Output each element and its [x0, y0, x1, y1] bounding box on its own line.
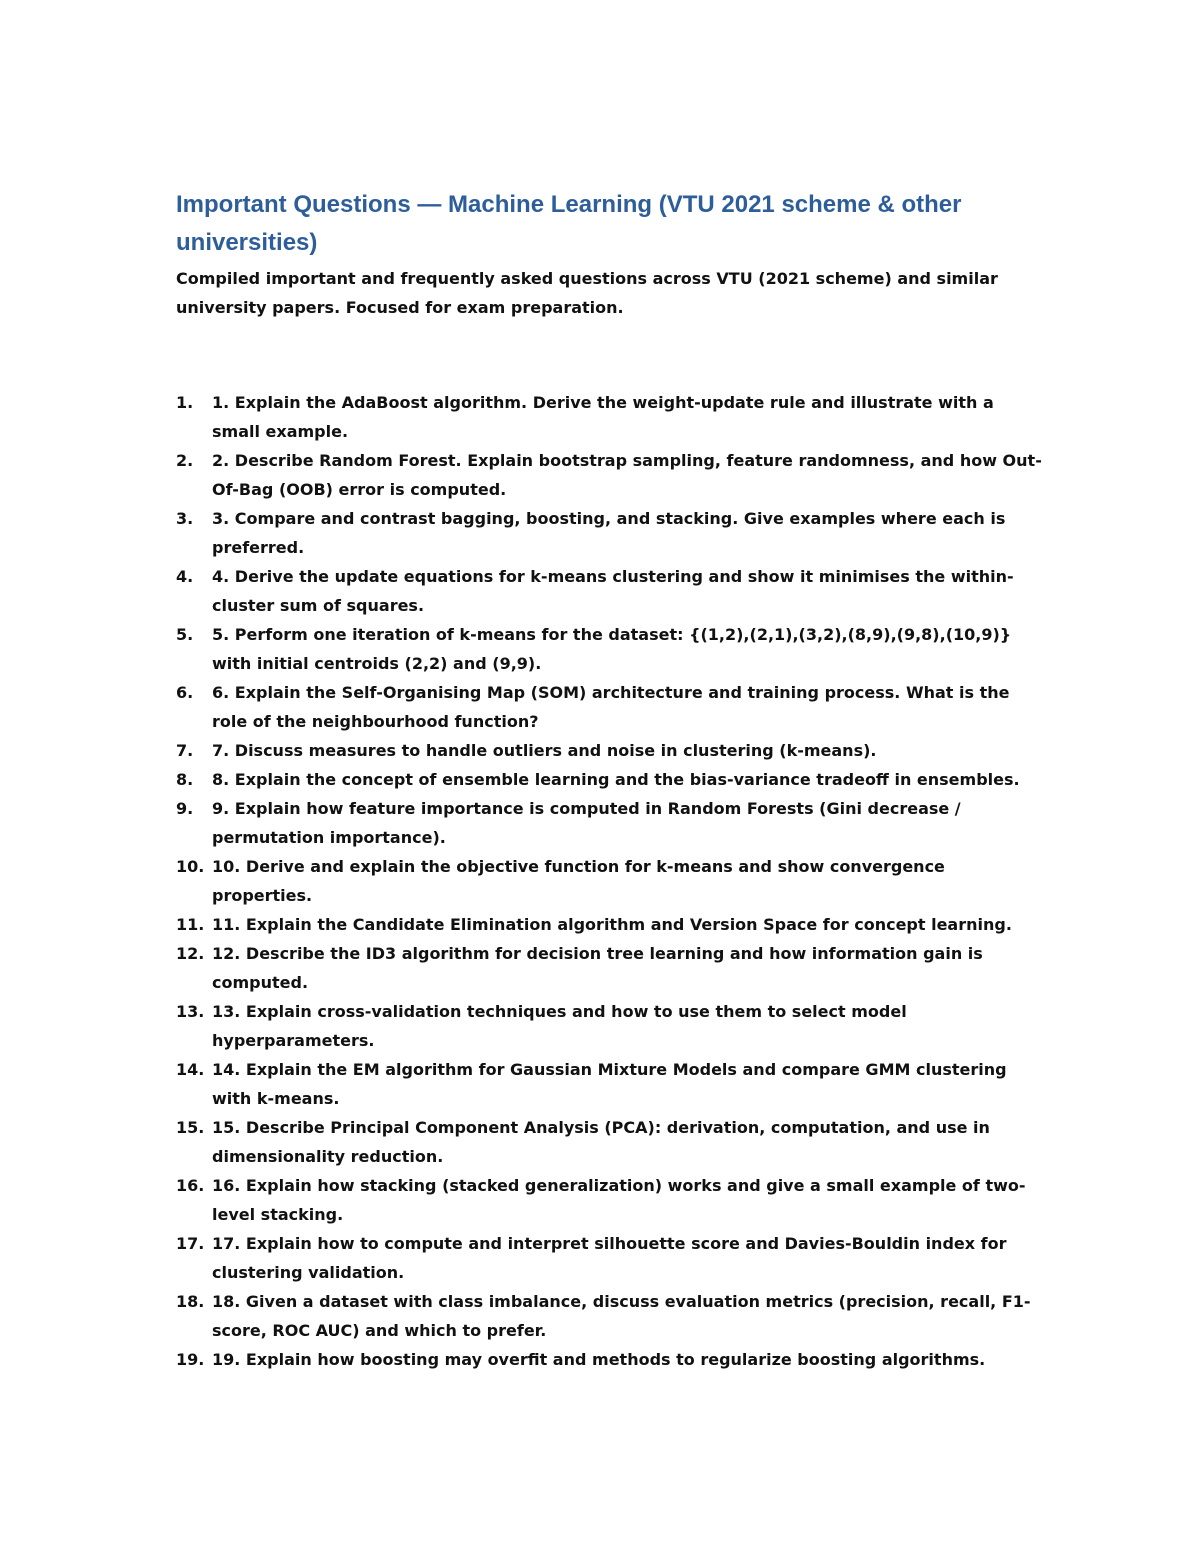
question-text: 12. Describe the ID3 algorithm for decision tree learning and how information gain is computed.	[212, 944, 983, 992]
question-item	[176, 794, 1046, 852]
question-number: 3.	[176, 509, 194, 528]
question-list	[176, 388, 1046, 1374]
question-item	[176, 562, 1046, 620]
question-number: 18.	[176, 1292, 205, 1311]
question-item	[176, 997, 1046, 1055]
question-text: 6. Explain the Self-Organising Map (SOM) architecture and training process. What is the role of the neighbourhood function?	[212, 683, 1010, 731]
question-item	[176, 388, 1046, 446]
question-number: 7.	[176, 741, 194, 760]
question-item	[176, 736, 1046, 765]
question-item	[176, 910, 1046, 939]
question-number: 4.	[176, 567, 194, 586]
question-text: 13. Explain cross-validation techniques and how to use them to select model hyperparameters.	[212, 1002, 907, 1050]
question-number: 13.	[176, 1002, 205, 1021]
question-item	[176, 1113, 1046, 1171]
question-number: 16.	[176, 1176, 205, 1195]
question-number: 1.	[176, 393, 194, 412]
question-item	[176, 1287, 1046, 1345]
question-number: 9.	[176, 799, 194, 818]
question-item	[176, 1229, 1046, 1287]
question-item	[176, 504, 1046, 562]
question-text: 10. Derive and explain the objective function for k-means and show convergence properties.	[212, 857, 945, 905]
question-text: 4. Derive the update equations for k-means clustering and show it minimises the within-cluster sum of squares.	[212, 567, 1014, 615]
question-text: 15. Describe Principal Component Analysis (PCA): derivation, computation, and use in dimensionality reduction.	[212, 1118, 990, 1166]
question-number: 12.	[176, 944, 205, 963]
question-item	[176, 852, 1046, 910]
question-item	[176, 1055, 1046, 1113]
question-text: 19. Explain how boosting may overfit and methods to regularize boosting algorithms.	[212, 1350, 986, 1369]
question-item	[176, 1345, 1046, 1374]
question-text: 3. Compare and contrast bagging, boosting, and stacking. Give examples where each is preferred.	[212, 509, 1006, 557]
question-text: 1. Explain the AdaBoost algorithm. Derive the weight-update rule and illustrate with a small example.	[212, 393, 994, 441]
question-number: 15.	[176, 1118, 205, 1137]
question-text: 14. Explain the EM algorithm for Gaussian Mixture Models and compare GMM clustering with k-means.	[212, 1060, 1007, 1108]
document-subtitle: Compiled important and frequently asked questions across VTU (2021 scheme) and similar university papers. Focused for exam preparation.	[176, 269, 998, 317]
question-number: 17.	[176, 1234, 205, 1253]
question-number: 10.	[176, 857, 205, 876]
question-text: 9. Explain how feature importance is computed in Random Forests (Gini decrease / permutation importance).	[212, 799, 961, 847]
question-item	[176, 939, 1046, 997]
question-item	[176, 765, 1046, 794]
question-number: 8.	[176, 770, 194, 789]
question-item	[176, 620, 1046, 678]
question-text: 11. Explain the Candidate Elimination algorithm and Version Space for concept learning.	[212, 915, 1012, 934]
question-number: 6.	[176, 683, 194, 702]
question-text: 7. Discuss measures to handle outliers and noise in clustering (k-means).	[212, 741, 877, 760]
question-text: 5. Perform one iteration of k-means for the dataset: {(1,2),(2,1),(3,2),(8,9),(9,8),(10,9)} with initial centroids (2,2) and (9,9).	[212, 625, 1012, 673]
question-text: 8. Explain the concept of ensemble learning and the bias-variance tradeoff in ensembles.	[212, 770, 1020, 789]
question-number: 11.	[176, 915, 205, 934]
question-item	[176, 678, 1046, 736]
question-text: 2. Describe Random Forest. Explain bootstrap sampling, feature randomness, and how Out-Of-Bag (OOB) error is computed.	[212, 451, 1042, 499]
document-title: Important Questions — Machine Learning (VTU 2021 scheme & other universities)	[176, 191, 962, 256]
question-item	[176, 446, 1046, 504]
question-number: 2.	[176, 451, 194, 470]
question-text: 18. Given a dataset with class imbalance, discuss evaluation metrics (precision, recall, F1-score, ROC AUC) and which to prefer.	[212, 1292, 1031, 1340]
question-number: 14.	[176, 1060, 205, 1079]
question-number: 5.	[176, 625, 194, 644]
question-item	[176, 1171, 1046, 1229]
question-text: 17. Explain how to compute and interpret silhouette score and Davies-Bouldin index for clustering validation.	[212, 1234, 1007, 1282]
question-text: 16. Explain how stacking (stacked generalization) works and give a small example of two-level stacking.	[212, 1176, 1026, 1224]
document-content	[176, 186, 1046, 1374]
question-number: 19.	[176, 1350, 205, 1369]
